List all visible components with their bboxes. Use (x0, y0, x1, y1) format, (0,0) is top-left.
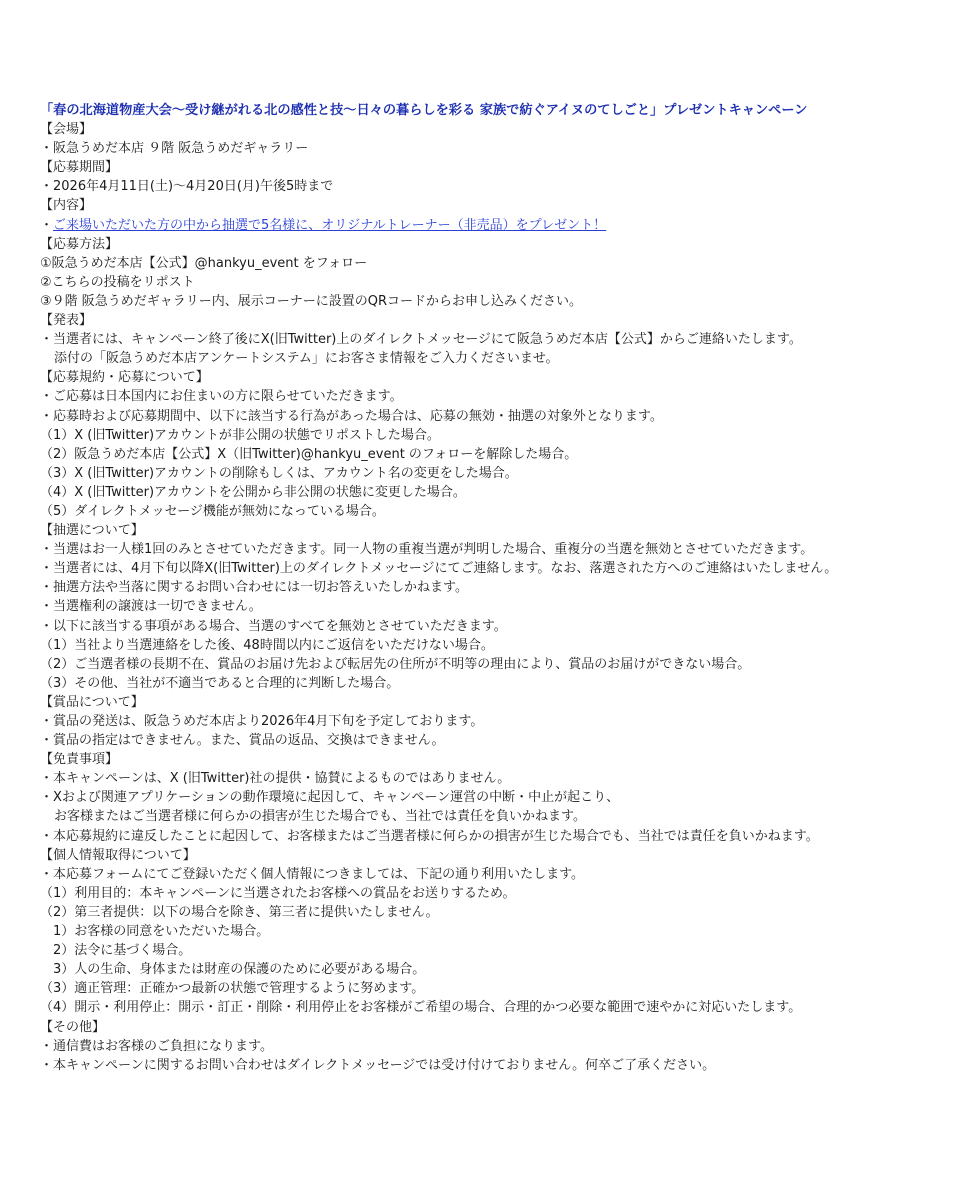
venue-text: ・阪急うめだ本店 ９階 阪急うめだギャラリー (40, 141, 309, 157)
lottery-line: ・当選権利の譲渡は一切できません。 (40, 599, 262, 615)
privacy-line: （4）開示・利用停止：開示・訂正・削除・利用停止をお客様がご希望の場合、合理的かつ必要な範囲で速やかに対応いたします。 (40, 1000, 802, 1016)
privacy-line: （1）利用目的：本キャンペーンに当選されたお客様への賞品をお送りするため。 (40, 885, 516, 901)
lottery-line: （1）当社より当選連絡をした後、48時間以内にご返信をいただけない場合。 (40, 637, 494, 653)
rules-line: （1）X (旧Twitter)アカウントが非公開の状態でリポストした場合。 (40, 427, 440, 443)
lottery-line: （2）ご当選者様の長期不在、賞品のお届け先および転居先の住所が不明等の理由により、賞品のお届けができない場合。 (40, 656, 751, 672)
disclaimer-line: ・Xおよび関連アプリケーションの動作環境に起因して、キャンペーン運営の中断・中止が起こり、 (40, 790, 620, 806)
disclaimer-line: ・本キャンペーンは、X (旧Twitter)社の提供・協賛によるものではありません。 (40, 771, 511, 787)
other-line: ・本キャンペーンに関するお問い合わせはダイレクトメッセージでは受け付けておりません。何卒ご了承ください。 (40, 1057, 716, 1073)
prize-link[interactable]: ご来場いただいた方の中から抽選で5名様に、オリジナルトレーナー（非売品）をプレゼント！ (53, 217, 607, 233)
period-heading: 【応募期間】 (40, 160, 119, 176)
content-line (40, 216, 940, 235)
lottery-heading: 【抽選について】 (40, 523, 144, 539)
method-heading: 【応募方法】 (40, 236, 119, 252)
disclaimer-line: ・本応募規約に違反したことに起因して、お客様またはご当選者様に何らかの損害が生じた場合でも、当社では責任を負いかねます。 (40, 828, 819, 844)
rules-line: （5）ダイレクトメッセージ機能が無効になっている場合。 (40, 503, 385, 519)
prize-heading: 【賞品について】 (40, 694, 144, 710)
rules-line: （4）X (旧Twitter)アカウントを公開から非公開の状態に変更した場合。 (40, 484, 466, 500)
campaign-document (40, 101, 940, 1075)
other-line: ・通信費はお客様のご負担になります。 (40, 1038, 273, 1054)
privacy-line: 2）法令に基づく場合。 (40, 943, 192, 959)
prize-line: ・賞品の発送は、阪急うめだ本店より2026年4月下旬を予定しております。 (40, 714, 484, 729)
lottery-line: ・以下に該当する事項がある場合、当選のすべてを無効とさせていただきます。 (40, 618, 507, 634)
campaign-title: 「春の北海道物産大会〜受け継がれる北の感性と技〜日々の暮らしを彩る 家族で紡ぐアイヌのてしごと」プレゼントキャンペーン (40, 103, 808, 118)
rules-line: （3）X (旧Twitter)アカウントの削除もしくは、アカウント名の変更をした場合。 (40, 465, 518, 481)
announcement-line: ・当選者には、キャンペーン終了後にX(旧Twitter)上のダイレクトメッセージにて阪急うめだ本店【公式】からご連絡いたします。 (40, 332, 802, 348)
privacy-line: 1）お客様の同意をいただいた場合。 (40, 924, 270, 940)
prize-line: ・賞品の指定はできません。また、賞品の返品、交換はできません。 (40, 733, 445, 749)
lottery-line: ・当選はお一人様1回のみとさせていただきます。同一人物の重複当選が判明した場合、重複分の当選を無効とさせていただきます。 (40, 542, 814, 558)
other-heading: 【その他】 (40, 1019, 106, 1035)
privacy-heading: 【個人情報取得について】 (40, 847, 196, 863)
announcement-line: 添付の「阪急うめだ本店アンケートシステム」にお客さま情報をご入力くださいませ。 (54, 351, 559, 367)
period-text: ・2026年4月11日(土)〜4月20日(月)午後5時まで (40, 179, 334, 195)
announcement-heading: 【発表】 (40, 313, 93, 329)
privacy-line: 3）人の生命、身体または財産の保護のために必要がある場合。 (40, 962, 426, 978)
rules-line: ・応募時および応募期間中、以下に該当する行為があった場合は、応募の無効・抽選の対象外となります。 (40, 408, 663, 424)
privacy-line: （3）適正管理：正確かつ最新の状態で管理するように努めます。 (40, 981, 425, 997)
lottery-line: ・抽選方法や当落に関するお問い合わせには一切お答えいたしかねます。 (40, 580, 468, 596)
rules-line: ・ご応募は日本国内にお住まいの方に限らせていただきます。 (40, 389, 403, 405)
disclaimer-heading: 【免責事項】 (40, 752, 119, 768)
rules-heading: 【応募規約・応募について】 (40, 370, 209, 386)
privacy-line: ・本応募フォームにてご登録いただく個人情報につきましては、下記の通り利用いたします。 (40, 866, 585, 882)
method-step: ③９階 阪急うめだギャラリー内、展示コーナーに設置のQRコードからお申し込みください。 (40, 293, 583, 309)
rules-line: （2）阪急うめだ本店【公式】X（旧Twitter)@hankyu_event のフォローを解除した場合。 (40, 446, 578, 462)
content-heading: 【内容】 (40, 198, 93, 214)
content-bullet: ・ (40, 217, 54, 233)
venue-heading: 【会場】 (40, 122, 93, 138)
lottery-line: ・当選者には、4月下旬以降X(旧Twitter)上のダイレクトメッセージにてご連絡します。なお、落選された方へのご連絡はいたしません。 (40, 561, 838, 577)
disclaimer-line: お客様またはご当選者様に何らかの損害が生じた場合でも、当社では責任を負いかねます。 (54, 809, 586, 825)
method-step: ②こちらの投稿をリポスト (40, 274, 195, 290)
method-step: ①阪急うめだ本店【公式】@hankyu_event をフォロー (40, 255, 368, 271)
privacy-line: （2）第三者提供：以下の場合を除き、第三者に提供いたしません。 (40, 904, 439, 920)
lottery-line: （3）その他、当社が不適当であると合理的に判断した場合。 (40, 675, 400, 691)
